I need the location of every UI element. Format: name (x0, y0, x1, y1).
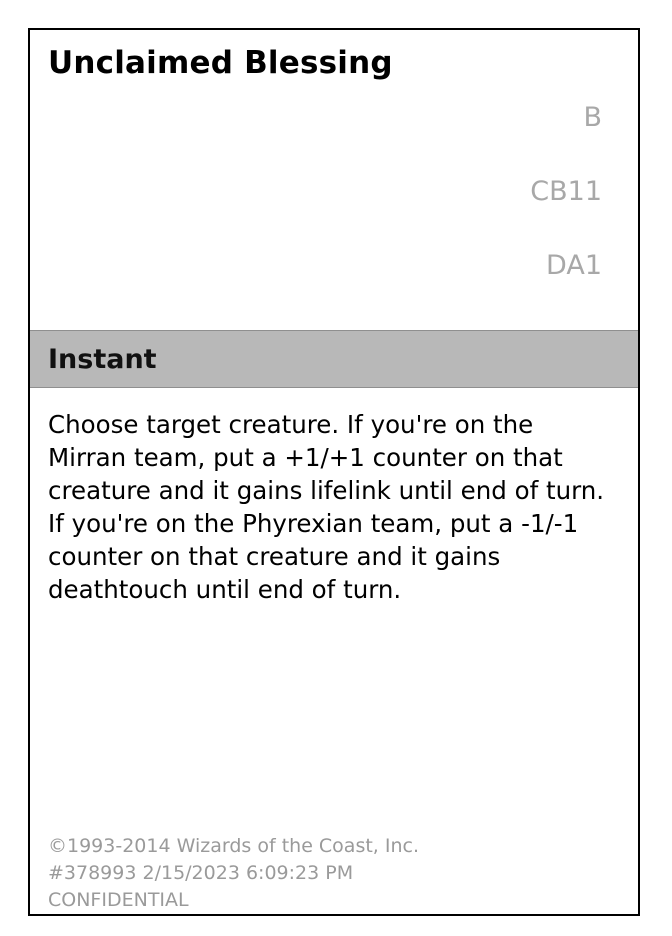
card-code-3: DA1 (546, 250, 602, 281)
footer-serial-timestamp: #378993 2/15/2023 6:09:23 PM (48, 862, 354, 884)
card-code-1: B (583, 102, 602, 133)
card-title-bar (30, 30, 638, 81)
card-rules-text: Choose target creature. If you're on the Mirran team, put a +1/+1 counter on that creature and it gains lifelink until end of turn. If you're on the Phyrexian team, put a -1/-1 counter on that creature and it gains deathtouch until end of turn. (48, 410, 612, 604)
card-code-block (30, 74, 638, 286)
card-title: Unclaimed Blessing (48, 45, 393, 81)
card-proxy (28, 28, 640, 916)
card-type-bar (30, 330, 638, 388)
footer-copyright: ©1993-2014 Wizards of the Coast, Inc. (48, 835, 420, 857)
footer-confidential: CONFIDENTIAL (48, 889, 189, 911)
card-code-2: CB11 (530, 176, 602, 207)
card-type-line: Instant (48, 343, 157, 375)
card-rules-box (30, 390, 638, 606)
card-footer (48, 833, 608, 914)
